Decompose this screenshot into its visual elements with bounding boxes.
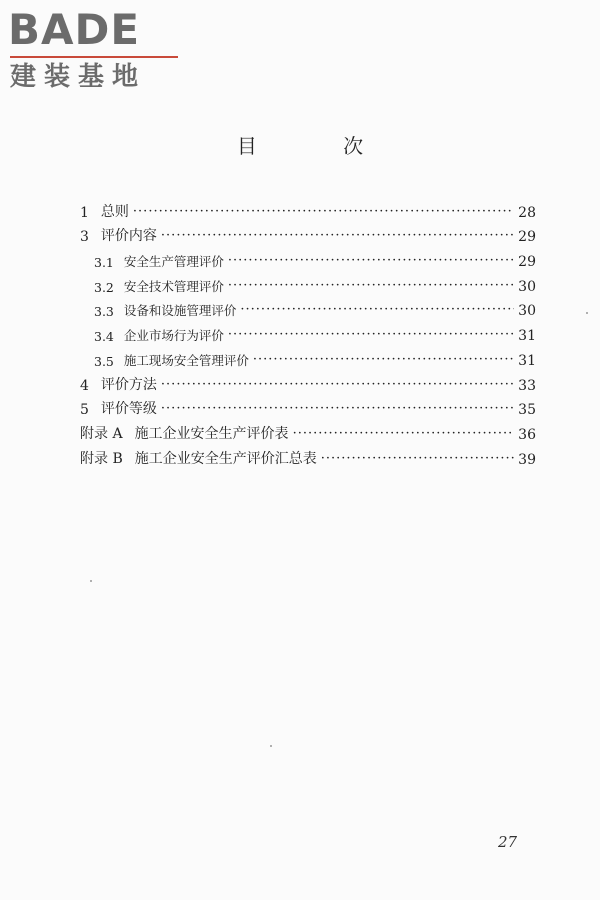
toc-subentry[interactable] [80,319,536,344]
dot-leader [228,326,514,344]
dot-leader [161,376,514,394]
toc-number: 3.3 [94,304,114,320]
toc-page: 28 [518,204,536,221]
toc-page: 35 [518,402,536,419]
toc-number: 3 [80,229,89,246]
toc-page: 39 [518,451,536,468]
toc-entry[interactable] [80,221,536,246]
toc-number: 3.4 [94,329,114,345]
dot-leader [240,301,514,319]
toc-label: 设备和设施管理评价 [123,303,237,319]
toc-label: 评价等级 [100,401,157,418]
toc-page: 30 [518,278,536,295]
table-of-contents [80,196,536,468]
toc-number: 3.1 [94,255,114,271]
toc-entry-appendix[interactable] [80,443,536,468]
toc-entry-appendix[interactable] [80,418,536,443]
toc-page: 31 [518,328,536,345]
dot-leader [133,203,514,221]
toc-number: 1 [80,204,89,221]
dot-leader [228,252,514,270]
toc-entry[interactable] [80,369,536,394]
toc-label: 施工企业安全生产评价汇总表 [134,450,317,467]
toc-number: 4 [80,377,89,394]
logo-divider [10,56,178,58]
toc-label: 评价方法 [100,376,157,393]
toc-page: 31 [518,352,536,369]
scan-speck [270,745,272,747]
toc-page: 36 [518,426,536,443]
toc-label: 企业市场行为评价 [123,328,224,344]
toc-subentry[interactable] [80,270,536,295]
toc-number: 5 [80,402,89,419]
toc-entry[interactable] [80,394,536,419]
toc-number: 3.2 [94,279,114,295]
toc-number: 3.5 [94,353,114,369]
toc-page: 33 [518,377,536,394]
toc-label: 施工现场安全管理评价 [123,352,249,368]
toc-subentry[interactable] [80,245,536,270]
scan-speck [90,580,92,582]
scan-speck [586,312,588,314]
toc-label: 安全技术管理评价 [123,278,224,294]
logo-wordmark: BADE [8,5,141,54]
dot-leader [293,425,515,443]
toc-label: 评价内容 [100,228,157,245]
toc-subentry[interactable] [80,295,536,320]
dot-leader [253,351,514,369]
page-number: 27 [498,833,518,851]
dot-leader [228,277,514,295]
toc-label: 施工企业安全生产评价表 [134,425,289,442]
toc-label: 安全生产管理评价 [123,254,224,270]
dot-leader [321,450,514,468]
dot-leader [161,227,514,245]
toc-number: 附录 B [80,450,123,467]
toc-page: 29 [518,254,536,271]
toc-page: 30 [518,303,536,320]
logo-chinese-text: 建装基地 [10,62,147,92]
toc-entry[interactable] [80,196,536,221]
bade-logo [8,6,178,91]
toc-number: 附录 A [80,425,123,442]
toc-subentry[interactable] [80,344,536,369]
toc-page: 29 [518,229,536,246]
toc-label: 总则 [100,203,129,220]
page-title: 目 次 [236,134,404,158]
dot-leader [161,400,514,418]
